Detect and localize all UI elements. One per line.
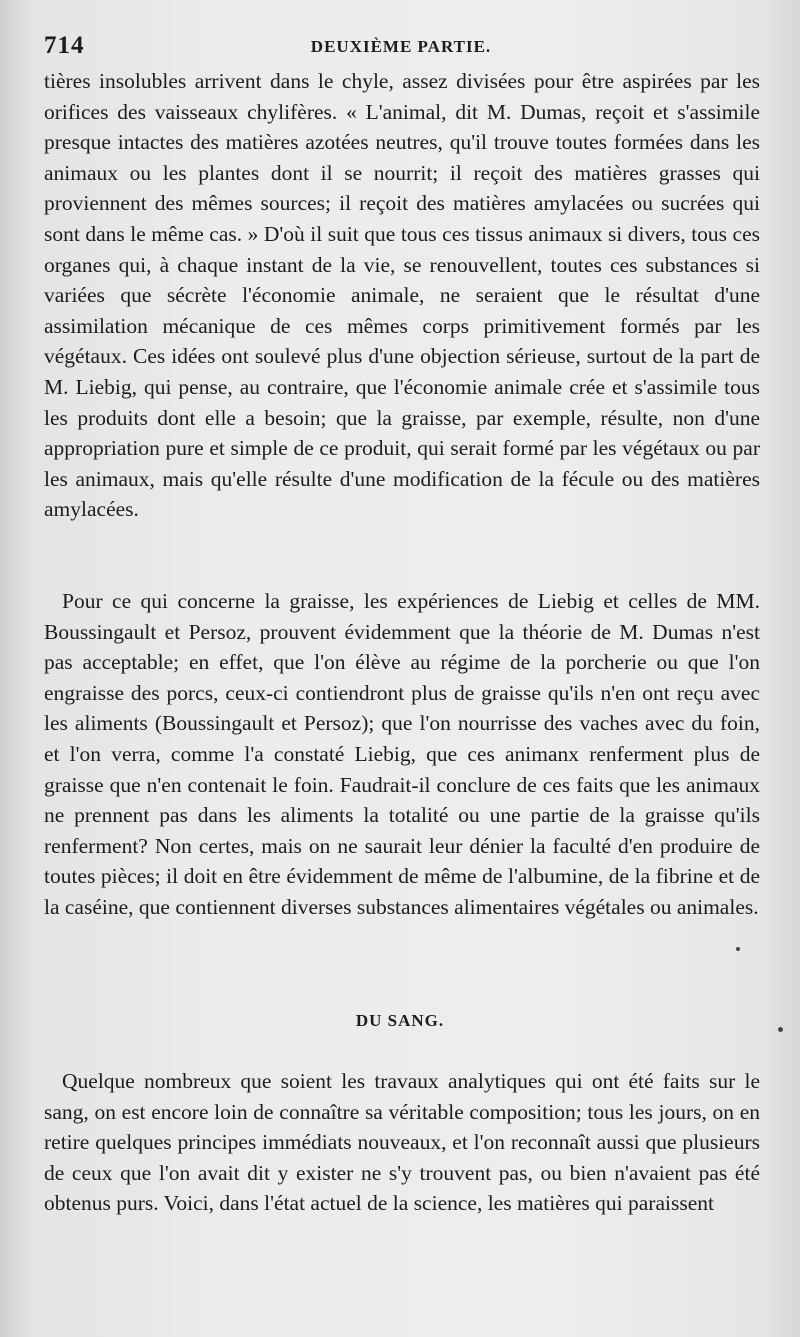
paragraph-2-text: Pour ce qui concerne la graisse, les expériences de Liebig et celles de MM. Boussingault et Persoz, prouvent évidemment que la théorie de M. Dumas n'est pas acceptable; en effet, que l'on élève au régime de la porcherie ou que l'on engraisse des porcs, ceux-ci contiendront plus de graisse qu'ils n'en ont reçu avec les aliments (Boussingault et Persoz); que l'on nourrisse des vaches avec du foin, et l'on verra, comme l'a constaté Liebig, que ces animanx renferment plus de graisse que n'en contenait le foin. Faudrait-il conclure de ces faits que les animaux ne prennent pas dans les aliments la totalité ou une partie de la graisse qu'ils renferment? Non certes, mais on ne saurait leur dénier la faculté d'en produire de toutes pièces; il doit en être évidemment de même de l'albumine, de la fibrine et de la caséine, que contiennent diverses substances alimentaires végétales ou animales. xyxy=(44,589,760,919)
running-head xyxy=(44,32,758,62)
section-heading: DU SANG. xyxy=(355,1011,445,1030)
paragraph-3-text: Quelque nombreux que soient les travaux analytiques qui ont été faits sur le sang, on est encore loin de connaître sa véritable composition; tous les jours, on en retire quelques principes immédiats nouveaux, et l'on reconnaît aussi que plusieurs de ceux que l'on avait dit y exister ne s'y trouvent pas, ou bien n'avaient pas été obtenus purs. Voici, dans l'état actuel de la science, les matières qui paraissent xyxy=(44,1069,760,1216)
margin-mark xyxy=(778,1027,783,1032)
running-title: DEUXIÈME PARTIE. xyxy=(310,37,492,56)
paragraph-1-text: tières insolubles arrivent dans le chyle, assez divisées pour être aspirées par les orifices des vaisseaux chylifères. « L'animal, dit M. Dumas, reçoit et s'assimile presque intactes des matières azotées neutres, qu'il trouve toutes formées dans les animaux ou les plantes dont il se nourrit; il reçoit des matières grasses qui proviennent des mêmes sources; il reçoit des matières amylacées ou sucrées qui sont dans le même cas. » D'où il suit que tous ces tissus animaux si divers, tous ces organes qui, à chaque instant de la vie, se renouvellent, toutes ces substances si variées que sécrète l'économie animale, ne seraient que le résultat d'une assimilation mécanique de ces mêmes corps primitivement formés par les végétaux. Ces idées ont soulevé plus d'une objection sérieuse, surtout de la part de M. Liebig, qui pense, au contraire, que l'économie animale crée et s'assimile tous les produits dont elle a besoin; que la graisse, par exemple, résulte, non d'une appropriation pure et simple de ce produit, qui serait formé par les végétaux ou par les animaux, mais qu'elle résulte d'une modification de la fécule ou des matières amylacées. xyxy=(44,69,760,522)
paragraph-graisse xyxy=(44,586,760,923)
page-number: 714 xyxy=(44,32,85,59)
margin-mark xyxy=(736,947,740,951)
paragraph-sang xyxy=(44,1066,760,1219)
paragraph-continued xyxy=(44,66,760,525)
